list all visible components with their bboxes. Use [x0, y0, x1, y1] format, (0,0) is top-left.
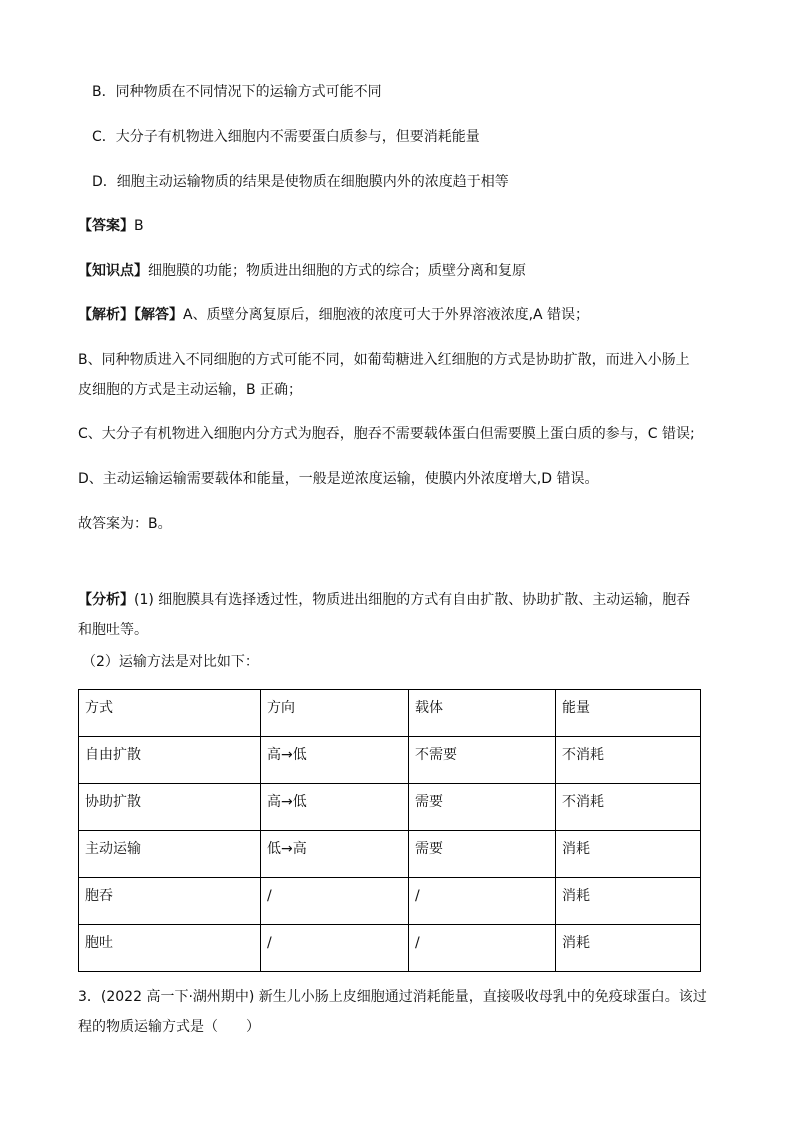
- analysis-c: C、大分子有机物进入细胞内分方式为胞吞，胞吞不需要载体蛋白但需要膜上蛋白质的参与，C 错误;: [78, 426, 695, 442]
- table-row: [79, 737, 701, 784]
- table-cell: /: [409, 878, 556, 925]
- table-cell: 不需要: [409, 737, 556, 784]
- fenxi-p1-line1: [78, 590, 690, 610]
- option-b: B．同种物质在不同情况下的运输方式可能不同: [92, 84, 382, 100]
- table-cell: 协助扩散: [79, 784, 261, 831]
- table-cell: 高→低: [261, 737, 409, 784]
- question3-line1: 3．(2022 高一下·湖州期中) 新生儿小肠上皮细胞通过消耗能量，直接吸收母乳中的免疫球蛋白。该过: [78, 989, 707, 1005]
- table-cell: 自由扩散: [79, 737, 261, 784]
- knowledge-label: 【知识点】: [78, 263, 148, 279]
- analysis-b-line2: 皮细胞的方式是主动运输，B 正确；: [78, 382, 303, 398]
- table-cell: 低→高: [261, 831, 409, 878]
- table-row: [79, 878, 701, 925]
- table-cell: 高→低: [261, 784, 409, 831]
- table-header-cell: 方式: [79, 690, 261, 737]
- question3-line2: 程的物质运输方式是（ ）: [78, 1019, 260, 1035]
- table-cell: 需要: [409, 784, 556, 831]
- table-cell: 主动运输: [79, 831, 261, 878]
- knowledge-text: 细胞膜的功能；物质进出细胞的方式的综合；质壁分离和复原: [148, 263, 526, 279]
- table-cell: 胞吞: [79, 878, 261, 925]
- table-row: [79, 831, 701, 878]
- analysis-conclusion: 故答案为：B。: [78, 516, 172, 532]
- analysis-a-row: [78, 305, 589, 325]
- option-d: D．细胞主动运输物质的结果是使物质在细胞膜内外的浓度趋于相等: [92, 174, 509, 190]
- table-cell: 不消耗: [556, 784, 701, 831]
- fenxi-p1a: (1) 细胞膜具有选择透过性，物质进出细胞的方式有自由扩散、协助扩散、主动运输，胞吞: [134, 592, 691, 608]
- table-cell: 消耗: [556, 878, 701, 925]
- answer-value: B: [134, 218, 144, 234]
- fenxi-label: 【分析】: [78, 592, 134, 608]
- table-row: [79, 925, 701, 972]
- table-cell: /: [261, 925, 409, 972]
- table-row: [79, 784, 701, 831]
- fenxi-p1-line2: 和胞吐等。: [78, 622, 148, 638]
- answer-label: 【答案】: [78, 218, 134, 234]
- table-cell: 不消耗: [556, 737, 701, 784]
- fenxi-p2: （2）运输方法是对比如下：: [82, 654, 259, 670]
- table-cell: /: [409, 925, 556, 972]
- knowledge-row: [78, 261, 526, 281]
- table-cell: /: [261, 878, 409, 925]
- table-header-cell: 载体: [409, 690, 556, 737]
- table-cell: 消耗: [556, 831, 701, 878]
- table-header-row: [79, 690, 701, 737]
- table-cell: 胞吐: [79, 925, 261, 972]
- analysis-b-line1: B、同种物质进入不同细胞的方式可能不同，如葡萄糖进入红细胞的方式是协助扩散，而进入小肠上: [78, 352, 690, 368]
- analysis-d: D、主动运输运输需要载体和能量，一般是逆浓度运输，使膜内外浓度增大,D 错误。: [78, 471, 599, 487]
- table-header-cell: 能量: [556, 690, 701, 737]
- transport-comparison-table: [78, 689, 701, 972]
- table-cell: 消耗: [556, 925, 701, 972]
- option-c: C．大分子有机物进入细胞内不需要蛋白质参与，但要消耗能量: [92, 129, 480, 145]
- analysis-a: A、质壁分离复原后，细胞液的浓度可大于外界溶液浓度,A 错误；: [183, 307, 590, 323]
- analysis-label: 【解析】【解答】: [78, 307, 183, 323]
- table-header-cell: 方向: [261, 690, 409, 737]
- answer-row: [78, 216, 144, 236]
- table-cell: 需要: [409, 831, 556, 878]
